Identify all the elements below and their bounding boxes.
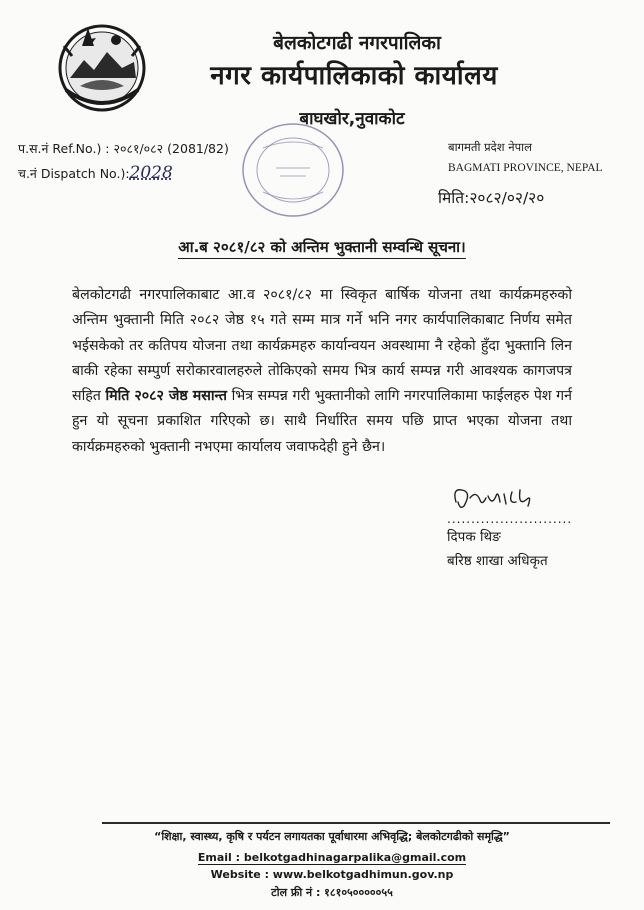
dispatch-label: च.नं Dispatch No.):: [18, 166, 130, 181]
notice-subject: [0, 237, 644, 257]
office-name: नगर कार्यपालिकाको कार्यालय: [210, 61, 498, 91]
footer-email: [0, 851, 644, 864]
signature-line: ..........................: [447, 512, 573, 526]
footer-divider: [102, 822, 610, 824]
notice-body-deadline: मिति २०८२ जेष्ठ मसान्त: [105, 388, 227, 405]
footer-website: Website : www.belkotgadhimun.gov.np: [210, 868, 454, 881]
province-nepali: बागमती प्रदेश नेपाल: [448, 140, 532, 154]
municipality-name: बेलकोटगढी नगरपालिका: [273, 32, 441, 54]
office-stamp-seal: [238, 118, 348, 222]
province-english: BAGMATI PROVINCE, NEPAL: [448, 162, 603, 174]
reference-number: प.स.नं Ref.No.) : २०८१/०८२ (2081/82): [18, 141, 229, 156]
office-address: बाघखोर,नुवाकोट: [299, 109, 405, 129]
dispatch-number-line: [18, 163, 173, 183]
footer-slogan: “शिक्षा, स्वास्थ्य, कृषि र पर्यटन लगायतका पूर्वाधारमा अभिवृद्धि; बेलकोटगढीको समृद्धि”: [154, 830, 510, 843]
notice-body: [72, 283, 572, 460]
notice-body-part2: भित्र सम्पन्न गरी भुक्तानीको लागि नगरपालिकामा फाईलहरु पेश गर्न हुन यो सूचना प्रकाशित गरिएको छ। साथै निर्धारित समय पछि प्राप्त भएका योजना तथा कार्यक्रमहरुको भुक्तानी नभएमा कार्यालय जवाफदेही हुने छैन।: [72, 388, 572, 455]
footer-tollfree: टोल फ्री नं : १८१०५०००००५५: [271, 886, 393, 899]
dispatch-number-handwritten: 2028: [129, 163, 173, 183]
notice-subject-text: आ.ब २०८१/८२ को अन्तिम भुक्तानी सम्वन्धि सूचना।: [178, 238, 466, 259]
signatory-name: दिपक थिङ: [447, 529, 501, 545]
notice-date: मिति:२०८२/०२/२०: [438, 189, 545, 207]
footer-email-text: Email : belkotgadhinagarpalika@gmail.com: [197, 851, 467, 864]
notice-body-part1: बेलकोटगढी नगरपालिकाबाट आ.व २०८१/८२ मा स्विकृत बार्षिक योजना तथा कार्यक्रमहरुको अन्तिम भुक्तानी मिति २०८२ जेष्ठ १५ गते सम्म मात्र गर्ने भनि नगर कार्यपालिकाबाट निर्णय समेत भईसकेको तर कतिपय योजना तथा कार्यक्रमहरु कार्यान्वयन अवस्थामा नै रहेको हुँदा भुक्तानि लिन बाकी रहेका सम्पुर्ण सरोकारवालहरुले तोकिएको समय भित्र कार्य सम्पन्न गरी आवश्यक कागजपत्र सहित: [72, 287, 572, 405]
signatory-title: बरिष्ठ शाखा अधिकृत: [447, 553, 548, 569]
handwritten-signature: [446, 480, 556, 516]
